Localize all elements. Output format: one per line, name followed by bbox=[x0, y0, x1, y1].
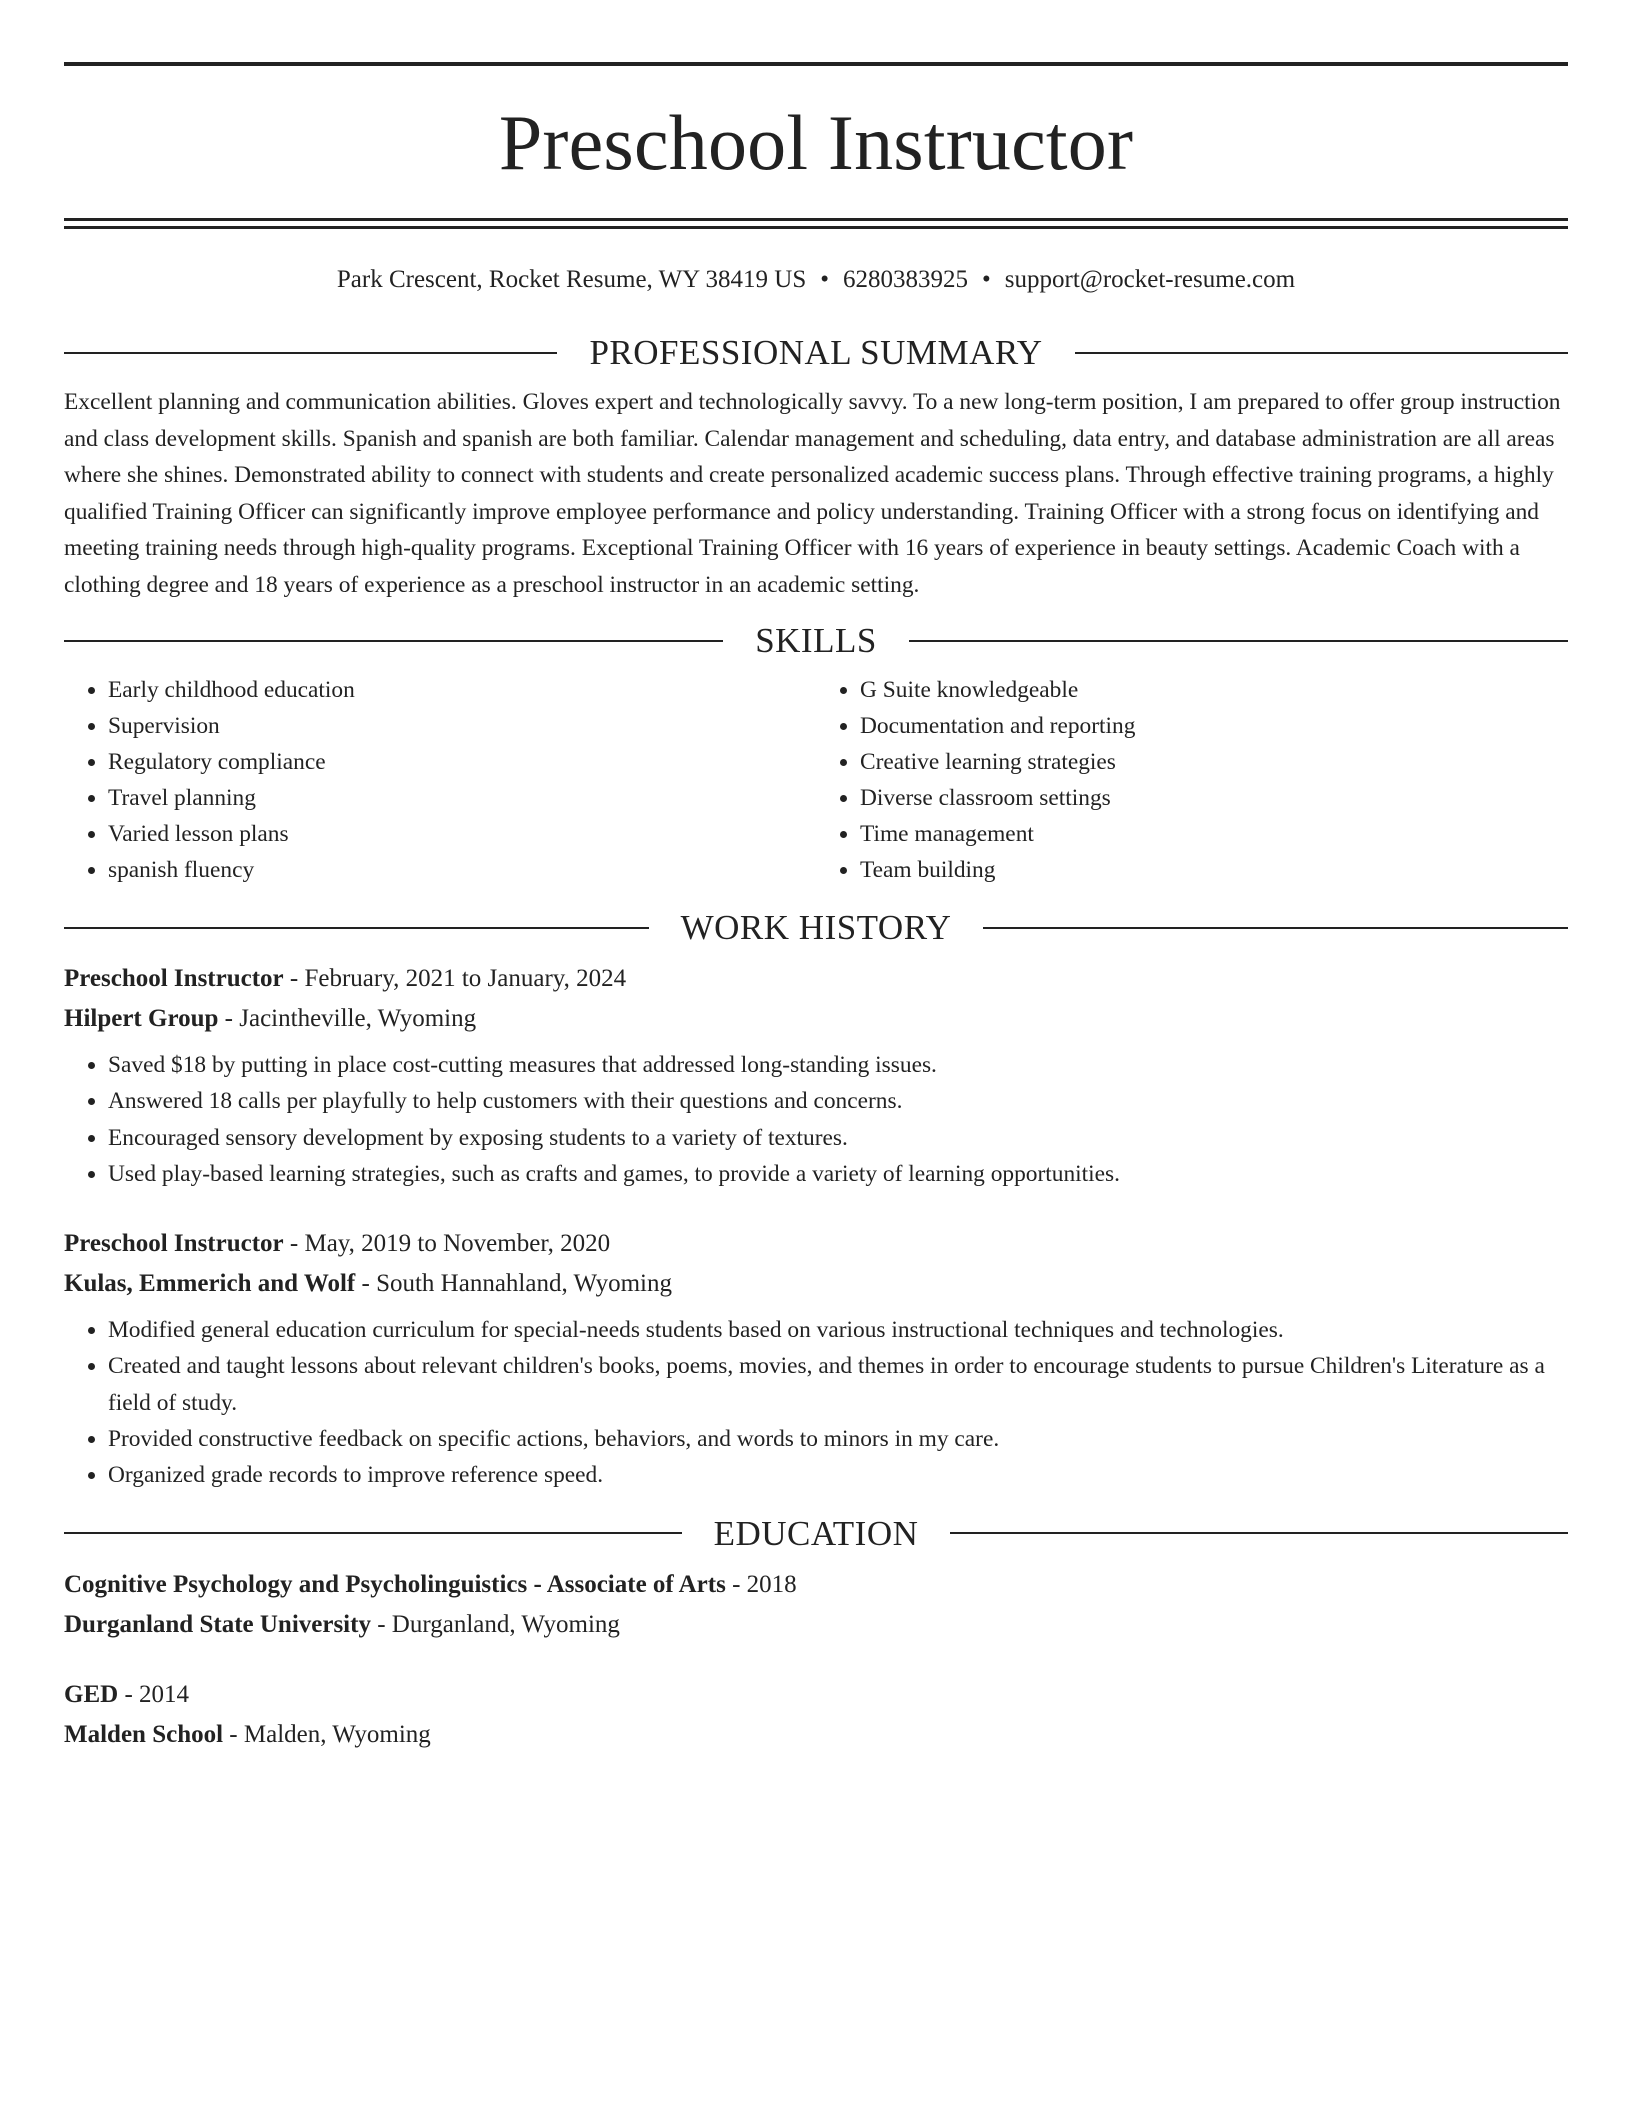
work-title: WORK HISTORY bbox=[680, 908, 952, 947]
education-entry bbox=[64, 1565, 1568, 1645]
job-bullet: • Provided constructive feedback on specific actions, behaviors, and words to minors in my care. bbox=[108, 1421, 1568, 1457]
skill-item: • Travel planning bbox=[108, 780, 816, 816]
top-rule bbox=[64, 62, 1568, 66]
skill-item: • Regulatory compliance bbox=[108, 744, 816, 780]
skill-item: • spanish fluency bbox=[108, 852, 816, 888]
job-company-line: Hilpert Group - Jacintheville, Wyoming bbox=[64, 1005, 477, 1032]
job-title-line: Preschool Instructor - February, 2021 to January, 2024 bbox=[64, 965, 627, 992]
skill-item: • Varied lesson plans bbox=[108, 816, 816, 852]
skill-item: • Team building bbox=[860, 852, 1568, 888]
job-bullet: • Organized grade records to improve reference speed. bbox=[108, 1457, 1568, 1493]
job-company-line: Kulas, Emmerich and Wolf - South Hannahland, Wyoming bbox=[64, 1270, 673, 1298]
skills-column-left bbox=[64, 672, 816, 888]
job-dates: February, 2021 to January, 2024 bbox=[304, 965, 627, 992]
job-location: South Hannahland, Wyoming bbox=[376, 1270, 673, 1298]
skills-title: SKILLS bbox=[755, 621, 877, 660]
job-company: Kulas, Emmerich and Wolf bbox=[64, 1270, 356, 1298]
skill-item: • Diverse classroom settings bbox=[860, 780, 1568, 816]
school-location: Durganland, Wyoming bbox=[391, 1610, 620, 1638]
heading-rule-right bbox=[1075, 352, 1568, 354]
summary-heading bbox=[64, 335, 1568, 370]
heading-rule-left bbox=[64, 1532, 682, 1534]
work-heading bbox=[64, 910, 1568, 945]
school-line: Durganland State University - Durganland, Wyoming bbox=[64, 1610, 620, 1638]
heading-rule-right bbox=[983, 927, 1568, 929]
heading-rule-right bbox=[950, 1532, 1568, 1534]
contact-separator: • bbox=[820, 266, 830, 293]
degree-line: Cognitive Psychology and Psycholinguistics - Associate of Arts - 2018 bbox=[64, 1570, 797, 1598]
contact-address: Park Crescent, Rocket Resume, WY 38419 US bbox=[336, 266, 807, 293]
job-company: Hilpert Group bbox=[64, 1005, 219, 1032]
degree: Cognitive Psychology and Psycholinguistics - Associate of Arts bbox=[64, 1570, 726, 1598]
contact-separator: • bbox=[982, 266, 991, 293]
degree-line: GED - 2014 bbox=[64, 1680, 190, 1708]
contact-phone: 6280383925 bbox=[843, 266, 969, 293]
job-dates: May, 2019 to November, 2020 bbox=[304, 1230, 611, 1258]
education-title: EDUCATION bbox=[713, 1513, 919, 1553]
job-bullet: • Saved $18 by putting in place cost-cutting measures that addressed long-standing issues. bbox=[108, 1047, 1568, 1083]
job-title-line: Preschool Instructor - May, 2019 to November, 2020 bbox=[64, 1230, 611, 1258]
heading-rule-right bbox=[909, 640, 1568, 642]
job-bullet: • Answered 18 calls per playfully to help customers with their questions and concerns. bbox=[108, 1083, 1568, 1119]
contact-email: support@rocket-resume.com bbox=[1004, 266, 1296, 293]
work-entry bbox=[64, 1224, 1568, 1493]
job-title: Preschool Instructor bbox=[64, 965, 284, 992]
skill-item: • Documentation and reporting bbox=[860, 708, 1568, 744]
resume-name: Preschool Instructor bbox=[498, 99, 1134, 186]
work-entry bbox=[64, 959, 1568, 1192]
job-bullet: • Encouraged sensory development by exposing students to a variety of textures. bbox=[108, 1120, 1568, 1156]
job-bullet: • Used play-based learning strategies, such as crafts and games, to provide a variety of learning opportunities. bbox=[108, 1156, 1568, 1192]
graduation-year: 2018 bbox=[746, 1570, 797, 1598]
school-line: Malden School - Malden, Wyoming bbox=[64, 1720, 431, 1748]
job-bullet: • Created and taught lessons about relevant children's books, poems, movies, and themes in order to encourage students to pursue Children's Literature as a field of study. bbox=[108, 1348, 1568, 1421]
job-bullets bbox=[64, 1047, 1568, 1192]
summary-title: PROFESSIONAL SUMMARY bbox=[589, 333, 1043, 372]
skills-heading bbox=[64, 623, 1568, 658]
education-heading bbox=[64, 1513, 1568, 1553]
skill-item: • Supervision bbox=[108, 708, 816, 744]
summary-text: Excellent planning and communication abilities. Gloves expert and technologically savvy. To a new long-term position, I am prepared to offer group instruction and class development skills. Spanish and spanish are both familiar. Calendar management and scheduling, data entry, and database administration are all areas where she shines. Demonstrated ability to connect with students and create personalized academic success plans. Through effective training programs, a highly qualified Training Officer can significantly improve employee performance and policy understanding. Training Officer with a strong focus on identifying and meeting training needs through high-quality programs. Exceptional Training Officer with 16 years of experience in beauty settings. Academic Coach with a clothing degree and 18 years of experience as a preschool instructor in an academic setting. bbox=[64, 389, 1561, 598]
heading-rule-left bbox=[64, 927, 649, 929]
heading-rule-left bbox=[64, 640, 723, 642]
skills-list bbox=[64, 672, 1568, 888]
school: Durganland State University bbox=[64, 1610, 371, 1638]
education-entry bbox=[64, 1675, 1568, 1755]
skill-item: • Creative learning strategies bbox=[860, 744, 1568, 780]
skills-column-right bbox=[816, 672, 1568, 888]
skill-item: • Time management bbox=[860, 816, 1568, 852]
job-location: Jacintheville, Wyoming bbox=[239, 1005, 477, 1032]
school-location: Malden, Wyoming bbox=[243, 1720, 431, 1748]
contact-line bbox=[64, 265, 1568, 295]
graduation-year: 2014 bbox=[139, 1680, 190, 1708]
heading-rule-left bbox=[64, 352, 557, 354]
name-double-rule bbox=[64, 218, 1568, 229]
degree: GED bbox=[64, 1680, 119, 1708]
job-bullets bbox=[64, 1312, 1568, 1493]
skill-item: • Early childhood education bbox=[108, 672, 816, 708]
job-title: Preschool Instructor bbox=[64, 1230, 284, 1258]
school: Malden School bbox=[64, 1720, 224, 1748]
skill-item: • G Suite knowledgeable bbox=[860, 672, 1568, 708]
job-bullet: • Modified general education curriculum for special-needs students based on various instructional techniques and technologies. bbox=[108, 1312, 1568, 1348]
